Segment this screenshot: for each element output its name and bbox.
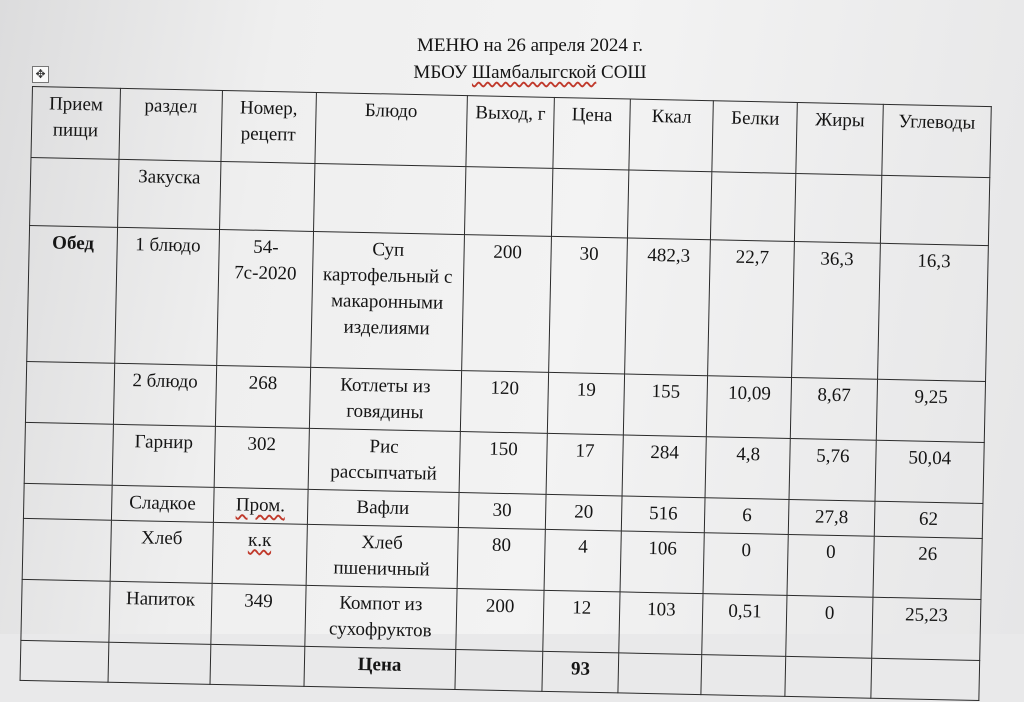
document-title [380, 32, 680, 86]
row-protein: 6 [705, 498, 789, 535]
title-suffix: СОШ [596, 62, 647, 83]
row-recipe: 302 [214, 426, 309, 489]
row-kcal: 103 [619, 592, 704, 655]
table-cell [24, 422, 113, 485]
row-carbs: 16,3 [877, 243, 988, 381]
row-yield: 30 [458, 493, 546, 530]
row-fat: 36,3 [792, 242, 881, 380]
row-price: 20 [546, 494, 622, 531]
row-protein: 0 [703, 533, 788, 596]
row-kcal: 155 [623, 374, 708, 437]
row-fat: 8,67 [790, 377, 877, 440]
table-cell [20, 640, 109, 682]
header-recipe: Номер, рецепт [221, 90, 316, 163]
row-fat: 5,76 [789, 438, 876, 501]
lunch-label: Обед [27, 225, 118, 363]
table-cell [219, 161, 314, 231]
table-cell [880, 175, 990, 245]
header-dish: Блюдо [315, 92, 467, 166]
table-cell [30, 157, 119, 227]
row-section: Гарнир [112, 424, 215, 487]
row-dish: Рис рассыпчатый [308, 428, 460, 492]
table-cell [21, 579, 110, 642]
row-yield: 200 [461, 235, 552, 373]
row-recipe: 349 [211, 583, 306, 646]
header-carbs: Углеводы [882, 104, 992, 177]
header-kcal: Ккал [629, 99, 714, 172]
table-cell [464, 167, 553, 237]
row-protein: 0,51 [702, 594, 787, 657]
row-kcal: 106 [620, 531, 705, 594]
move-cross-icon[interactable]: ✥ [32, 66, 49, 83]
table-cell [108, 642, 211, 684]
row-kcal: 284 [622, 435, 707, 498]
row-recipe: 54-7с-2020 [216, 229, 313, 367]
table-row [27, 225, 989, 381]
row-fat: 27,8 [788, 499, 874, 536]
table-cell [795, 174, 882, 244]
table-cell [871, 658, 980, 700]
row-price: 12 [543, 590, 620, 653]
row-dish: Котлеты из говядины [309, 367, 461, 431]
row-price: 17 [546, 433, 623, 496]
table-cell [25, 361, 114, 424]
row-recipe: к.к [212, 522, 307, 585]
row-dish: Компот из сухофруктов [304, 585, 456, 649]
row-carbs: 26 [873, 536, 982, 599]
row-section: 2 блюдо [113, 363, 216, 426]
total-price: 93 [542, 651, 618, 693]
total-label: Цена [304, 646, 456, 689]
row-yield: 80 [457, 528, 546, 591]
row-carbs: 50,04 [875, 440, 984, 503]
row-carbs: 9,25 [876, 379, 985, 442]
title-prefix: МБОУ [413, 62, 472, 83]
row-yield: 200 [455, 589, 544, 652]
row-fat: 0 [786, 595, 873, 658]
table-cell [210, 644, 305, 686]
row-dish: Вафли [307, 489, 459, 527]
table-cell [455, 649, 544, 691]
row-recipe: 268 [215, 365, 310, 428]
row-protein: 4,8 [705, 437, 790, 500]
row-price: 4 [544, 529, 621, 592]
header-section: раздел [119, 88, 222, 161]
row-carbs: 62 [874, 501, 983, 538]
title-line-1: МЕНЮ на 26 апреля 2024 г. [416, 35, 643, 56]
table-cell [627, 170, 712, 240]
table-cell [785, 656, 872, 698]
header-yield: Выход, г [466, 96, 555, 169]
row-section: Напиток [109, 581, 212, 644]
header-price: Цена [553, 97, 630, 170]
row-dish: Суп картофельный с макаронными изделиями [310, 231, 464, 370]
row-yield: 150 [459, 432, 548, 495]
title-line-2 [380, 59, 680, 86]
header-fat: Жиры [796, 103, 883, 176]
row-section: Сладкое [111, 485, 214, 522]
row-dish: Хлеб пшеничный [306, 524, 458, 588]
menu-table-wrap [20, 86, 1024, 680]
snack-section: Закуска [117, 159, 220, 229]
row-price: 19 [548, 372, 625, 435]
table-cell [701, 655, 785, 697]
row-kcal: 516 [621, 496, 705, 533]
table-cell [618, 653, 702, 695]
row-section: 1 блюдо [114, 227, 219, 365]
table-cell [22, 518, 111, 581]
header-meal: Прием пищи [31, 87, 120, 160]
row-yield: 120 [460, 371, 549, 434]
menu-table [20, 86, 992, 701]
header-protein: Белки [712, 101, 797, 174]
row-price: 30 [549, 236, 627, 374]
table-cell [313, 163, 465, 234]
row-protein: 22,7 [708, 240, 794, 378]
row-protein: 10,09 [707, 376, 792, 439]
table-cell [552, 168, 629, 238]
table-cell [711, 172, 796, 242]
row-section: Хлеб [110, 520, 213, 583]
row-kcal: 482,3 [624, 238, 710, 376]
row-fat: 0 [787, 534, 874, 597]
table-cell [23, 483, 111, 520]
row-carbs: 25,23 [872, 597, 981, 660]
school-name: Шамбалыгской [471, 62, 597, 83]
row-recipe: Пром. [213, 487, 308, 524]
